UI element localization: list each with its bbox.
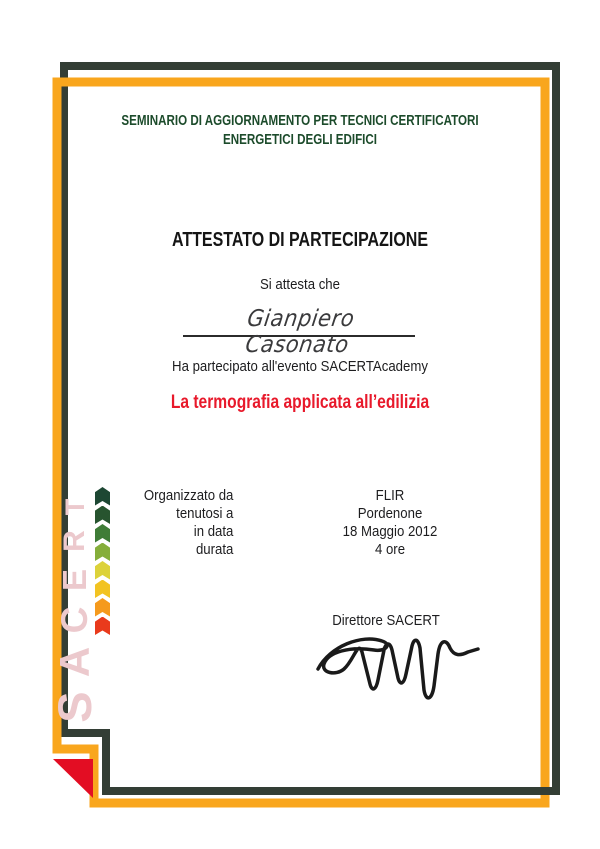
logo-letter-s: S [48, 691, 101, 723]
info-label-location: tenutosi a [176, 505, 234, 522]
seminar-title-line2: ENERGETICI DEGLI EDIFICI [222, 132, 378, 148]
attest-line: Si attesta che [260, 276, 340, 293]
director-label: Direttore SACERT [332, 612, 440, 629]
event-line: Ha partecipato all'evento SACERTAcademy [172, 358, 428, 375]
info-label-organizer: Organizzato da [143, 487, 234, 504]
logo-letter-r: R [58, 530, 91, 552]
participant-name: Gianpiero Casonato [243, 306, 357, 358]
certificate-heading: ATTESTATO DI PARTECIPAZIONE [172, 229, 428, 251]
logo-letter-t: T [60, 498, 90, 516]
logo-letter-a: A [51, 646, 98, 678]
energy-arrow-bar [95, 487, 110, 635]
event-title: La termografia applicata all’edilizia [170, 391, 430, 413]
signature-scribble [300, 628, 485, 703]
energy-arrow-segment-7 [95, 617, 110, 636]
red-triangle-decoration [53, 759, 93, 798]
energy-arrow-segment-5 [95, 580, 110, 599]
info-values [315, 487, 465, 559]
seminar-title-line1: SEMINARIO DI AGGIORNAMENTO PER TECNICI CERTIFICATORI [121, 113, 479, 129]
energy-arrow-segment-6 [95, 598, 110, 617]
energy-arrow-segment-3 [95, 543, 110, 562]
seminar-title [116, 112, 484, 150]
energy-arrow-segment-0 [95, 487, 110, 506]
energy-arrow-segment-1 [95, 506, 110, 525]
info-value-duration: 4 ore [374, 541, 406, 558]
info-label-date: in data [193, 523, 234, 540]
energy-arrow-segment-2 [95, 524, 110, 543]
energy-arrow-segment-4 [95, 561, 110, 580]
info-labels [137, 487, 234, 559]
logo-letter-e: E [56, 569, 93, 592]
logo-letter-c: C [54, 606, 95, 634]
info-value-location: Pordenone [357, 505, 423, 522]
info-value-date: 18 Maggio 2012 [342, 523, 438, 540]
info-label-duration: durata [195, 541, 234, 558]
info-value-organizer: FLIR [375, 487, 405, 504]
